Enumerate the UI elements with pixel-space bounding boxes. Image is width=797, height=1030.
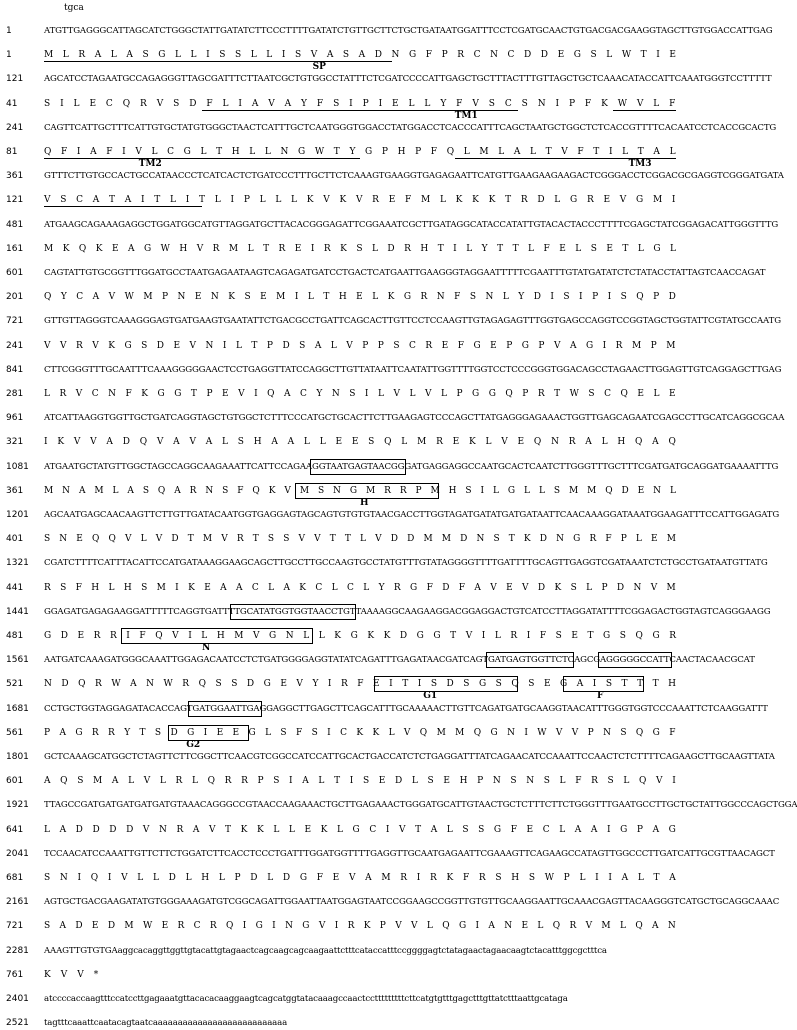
nucleotide-sequence: ATGAATGCTATGTTGGCTAGCCAGGCAAGAAATTCATTCCAGAAGGTAATGAGTAACGGGATGAGGAGGCCAATGCACTCAATCTTGGGTTTGCTTTCGATGATGCAGGATGAAAATTTG — [44, 461, 779, 472]
nucleotide-row — [0, 121, 777, 135]
protein-sequence: S I L E C Q R V S D F L I A V A Y F S I P I E L L Y F V S C S N I P F K W V L F — [44, 98, 676, 109]
row-number: 161 — [6, 243, 24, 254]
nucleotide-sequence: AGCATCCTAGAATGCCAGAGGGTTAGCGATTTCTTAATCGCTGTGGCCTATTTCTCGATCCCCATTGAGCTGCTTTACTTTGTTAGCTGCTCAAACATACCATTCAAATGGGTCCTTTTT — [44, 74, 772, 85]
row-number: 361 — [6, 485, 24, 496]
nucleotide-sequence: TCCAACATCCAAATTGTTCTTCTGGATCTTCACCTCCCTGATTTGGATGGTTTTGAGGTTGCAATGAGAATTCGAAAGTTCAGAAGCCATAGTTGGCCCTTGATCATTGCGTTAACAGCT — [44, 848, 775, 859]
nucleotide-sequence: GGAGATGAGAGAAGGATTTTTCAGGTGATTTTGCATATGGTGGTAACCTGTTAAAAGGCAAGAAGGACGGAGGACTGTCATCCTTAGGATATTTTCGGAGACTGGTAGTCAGGGAAGG — [44, 606, 771, 617]
row-number: 601 — [6, 268, 24, 278]
nucleotide-row — [0, 72, 772, 86]
protein-row — [0, 823, 682, 837]
nucleotide-row — [0, 508, 780, 522]
row-number: 441 — [6, 582, 24, 593]
protein-sequence: V S C A T A I T L I T L I P L L L K V K V R E F M L K K K T R D L G R E V G M I — [44, 195, 676, 206]
protein-row — [0, 919, 682, 933]
row-number: 2281 — [6, 945, 29, 956]
protein-sequence: K V V * — [44, 969, 99, 980]
n-box — [121, 628, 313, 644]
protein-sequence: S N E Q Q V L V D T M V R T S S V V T T L V D D M M D N S T K D N G R F P L E M — [44, 534, 676, 545]
protein-sequence: Q Y C A V W M P N E N K S E M I L T H E L K G R N F S N L Y D I S I P I S Q P D — [44, 292, 676, 303]
row-number: 1201 — [6, 510, 29, 520]
nucleotide-row — [0, 411, 785, 425]
row-number: 321 — [6, 437, 24, 448]
protein-row — [0, 193, 682, 207]
nucleotide-row — [0, 847, 775, 861]
protein-row — [0, 435, 682, 449]
row-number: 1321 — [6, 558, 29, 569]
row-number: 761 — [6, 969, 24, 980]
row-number: 281 — [6, 389, 24, 399]
protein-sequence: S N I Q I V L L D L H L P D L D G F E V A M R I R K F R S H S W P L I I A L T A — [44, 873, 676, 883]
protein-sequence: Q F I A F I V L C G L T H L L N G W T Y G P H P F Q L M L A L T V F T I L T A L — [44, 147, 676, 157]
protein-sequence: S A D E D M W E R C R Q I G I N G V I R K P V V L Q G I A N E L Q R V M L Q A N — [44, 921, 676, 932]
h-label: H — [360, 497, 369, 508]
protein-row — [0, 629, 682, 643]
nucleotide-sequence: CCTGCTGGTAGGAGATACACCAGTGATGGAATTGAGGAGGCTTGAGCTTCAGCATTTGCAAAAACTTGTTCAGATGATGCAAGGTAACATTTGGGTGGTCCCAAATTCTCAAGGATTT — [44, 703, 768, 714]
row-number: 841 — [6, 364, 24, 375]
row-number: 2401 — [6, 994, 29, 1004]
protein-sequence: N D Q R W A N W R Q S S D G E V Y I R F E I T I S D S G S Q S E G A I S T T T H — [44, 679, 676, 690]
row-number: 1 — [6, 50, 12, 61]
row-number: 1921 — [6, 800, 29, 811]
row-number: 2161 — [6, 897, 29, 908]
nucleotide-sequence: CAGTTCATTGCTTTCATTGTGCTATGTGGGCTAACTCATTTGCTCAATGGGTGGACCTATGGACCTCACCCATTTCAGCTAATGCTGGCTCTCACCGTTTTCACAATCCTCACCGCACTG — [44, 122, 777, 133]
protein-sequence: L A D D D D V N R A V T K K L L E K L G C I V T A L S S G F E C L A A I G P A G — [44, 824, 676, 835]
row-number: 2041 — [6, 848, 29, 859]
row-number: 41 — [6, 98, 18, 109]
nucleotide-row — [0, 653, 755, 667]
protein-row — [0, 581, 682, 595]
nucleotide-row — [0, 1016, 682, 1030]
row-number: 401 — [6, 534, 24, 545]
nucleotide-sequence: TTAGCCGATGATGATGATGATGTAAACAGGGCCGTAACCAAGAAACTGCTTGAGAAACTGGGATGCATTGTAACTGCTCTTTCTTCTGGGTTTGAATGCCTTGCTGCTATTGGCCCAGCTGGA — [44, 800, 797, 811]
row-number: 201 — [6, 292, 24, 303]
nucleotide-row — [0, 169, 784, 183]
nucleotide-sequence: AAAGTTGTGTGAaggcacaggttggttgtacattgtagaactcagcaagcagcaagaattctttcataccatttccggggagtctatagaactagaacaagtctacatttggcgctttca — [44, 945, 607, 956]
row-number: 481 — [6, 219, 24, 230]
row-number: 601 — [6, 776, 24, 787]
protein-sequence: M N A M L A S Q A R N S F Q K V M S N G M R R P M H S I L G L L S M M Q D E N L — [44, 485, 676, 496]
g2-label: G2 — [186, 739, 201, 750]
row-number: 1801 — [6, 752, 29, 762]
row-number: 681 — [6, 873, 24, 883]
nucleotide-sequence: AGCAATGAGCAACAAGTTCTTGTTGATACAATGGTGAGGAGTAGCAGTGTGTGTAACGACCTTGGTAGATGATATGATGATAATTCAACAAAGGATAAATGGAAGATTTCCATTGGAGATG — [44, 510, 780, 520]
protein-row — [0, 339, 682, 353]
tm1-label: TM1 — [454, 110, 478, 121]
nucleotide-row — [0, 702, 768, 716]
row-number: 81 — [6, 147, 18, 157]
row-number: 1681 — [6, 703, 29, 714]
nucleotide-row — [0, 266, 766, 280]
row-number: 241 — [6, 340, 24, 351]
nucleotide-sequence: ATCATTAAGGTGGTTGCTGATCAGGTAGCTGTGGCTCTTTCCCATGCTGCACTTCTTGAAGAGTCCCAGCTTATGAGGGAGAAACTGGTTGAGCAGAATCGAGCCTTGCATCAGGCGCAA — [44, 413, 785, 424]
nucleotide-row — [0, 363, 782, 377]
row-number: 641 — [6, 824, 24, 835]
nucleotide-row — [0, 556, 768, 570]
h-box — [295, 483, 439, 499]
nucleotide-row — [0, 895, 780, 909]
row-number: 121 — [6, 74, 24, 85]
g1-box — [374, 676, 518, 692]
row-number: 1081 — [6, 461, 29, 472]
nucleotide-row — [0, 944, 682, 958]
nucleotide-row — [0, 218, 779, 232]
nucleotide-sequence: CGATCTTTTCATTTACATTCCATGATAAAGGAAGCAGCTTGCCTTGCCAAGTGCCTATGTTTGTATAGGGGTTTTGATTTTGCAGTTGAGGTCGATAAATCTCTGCCTGATAATGTTATG — [44, 558, 768, 569]
g1-label: G1 — [423, 691, 438, 702]
nucleotide-sequence: GCTCAAAGCATGGCTCTAGTTCTTCGGCTTCAACGTCGGCCATCCATTGCACTGACCATCTCTGAGGATTTATCAGAACATCCAAATTCCAACTCTCTTTTCAGAAGCTTGCAAGTTATA — [44, 752, 775, 762]
f-box-dna — [598, 652, 672, 668]
tm1b-underline — [613, 110, 676, 111]
protein-row — [0, 871, 682, 885]
nucleotide-sequence: CTTCGGGTTTGCAATTTCAAAGGGGGAACTCCTGAGGTTATCCAGGCTTGTTATAATTCAATATTGGTTTTGGTCCTCCCGGGTGGACAGCCTAGAACTTGGAGTTGTCAGGAGCTTGAG — [44, 364, 782, 375]
protein-sequence: V V R V K G S D E V N I L T P D S A L V P P S C R E F G E P G P V A G I R M P M — [44, 340, 676, 351]
protein-row — [0, 97, 682, 111]
protein-row — [0, 532, 682, 546]
row-number: 1 — [6, 26, 12, 36]
nucleotide-sequence: GTTGTTAGGGTCAAAGGGAGTGATGAAGTGAATATTCTGACGCCTGATTCAGCACTTGTTCCTCCAAGTTGTAGAGAGTTTGGTGAGCCAGGTCCGGTAGCTGGTATTCGTATGCCAATG — [44, 316, 781, 327]
nucleotide-sequence: CAGTATTGTGCGGTTTGGATGCCTAATGAGAATAAGTCAGAGATGATCCTGACTCATGAATTGAAGGGTAGGAATTTTTCGAATTTGTATGATATCTCTATACCTATTAGTCAACCAGAT — [44, 268, 766, 278]
protein-row — [0, 726, 682, 740]
row-number: 721 — [6, 921, 24, 932]
nucleotide-sequence: GTTTCTTGTGCCACTGCCATAACCCTCATCACTCTGATCCCTTTGCTTCTCAAAGTGAAGGTGAGAGAATTCATGTTGAAGAAGAAGACTCGGGACCTCGGACGCGAGGTCGGGATGATA — [44, 171, 784, 182]
f-label: F — [597, 691, 604, 702]
nucleotide-sequence: ATGTTGAGGGCATTAGCATCTGGGCTATTGATATCTTCCCTTTTGATATCTGTTGCTTCTGCTGATAATGGATTTCCTCGATGCAACTGTGACGACGAAGGTAGCTTGTGGACCATTGAG — [44, 26, 773, 36]
protein-row — [0, 774, 682, 788]
h-box-dna — [310, 459, 406, 475]
protein-sequence: L R V C N F K G G T P E V I Q A C Y N S I L V L V L P G G Q P R T W S C Q E L E — [44, 389, 676, 399]
protein-sequence: M K Q K E A G W H V R M L T R E I R K S L D R H T I L Y T T L F E L S E T L G L — [44, 243, 676, 254]
nucleotide-row — [0, 314, 781, 328]
row-number: 561 — [6, 727, 24, 738]
nucleotide-row — [0, 798, 797, 812]
nucleotide-sequence: AGTGCTGACGAAGATATGTGGGAAAGATGTCGGCAGATTGGAATTAATGGAGTAATCCGGAAGCCGGTTGTGTTGCAAGGAATTGCAAACGAGTTACAAGGGTCATGCTGCAGGCAAAC — [44, 897, 780, 908]
row-number: 521 — [6, 679, 24, 690]
row-number: 961 — [6, 413, 24, 424]
tm2-underline — [44, 158, 360, 159]
header-text: tgca — [64, 3, 84, 13]
protein-sequence: A Q S M A L V L R L Q R R P S I A L T I S E D L S E H P N S N S L F R S L Q V I — [44, 776, 676, 787]
protein-row — [0, 145, 682, 159]
protein-sequence: R S F H L H S M I K E A A C L A K C L C L Y R G F D F A V E V D K S L P D N V M — [44, 582, 676, 593]
row-number: 2521 — [6, 1018, 29, 1029]
signal-peptide-underline — [44, 61, 392, 62]
row-number: 361 — [6, 171, 24, 182]
protein-sequence: I K V V A D Q V A V A L S H A A L L E E S Q L M R E K L V E Q N R A L H Q A Q — [44, 437, 676, 448]
protein-sequence: M L R A L A S G L L I S S L L I S V A S A D N G F P R C N C D D E G S L W T I E — [44, 50, 676, 61]
nucleotide-row — [0, 992, 682, 1006]
row-number: 1441 — [6, 606, 29, 617]
protein-row — [0, 290, 682, 304]
g2-box — [168, 725, 249, 741]
nucleotide-sequence: tagtttcaaattcaatacagtaatcaaaaaaaaaaaaaaaaaaaaaaaaaaa — [44, 1018, 288, 1029]
protein-sequence: P A G R R Y T S D G I E E G L S F S I C K K L V Q M M Q G N I W V V P N S Q G F — [44, 727, 676, 738]
signal-peptide-label: SP — [312, 62, 326, 73]
tm3-continued-underline — [44, 206, 202, 207]
row-number: 1561 — [6, 655, 29, 666]
nucleotide-row — [0, 750, 775, 764]
nucleotide-sequence: AATGATCAAAGATGGGCAAATTGGAGACAATCCTCTGATGGGGAGGTATATCAGATTTGAGATAACGATCAGTGATGAGTGGTTCTCAGCGAGGGGGCCATTCAACTACAACGCAT — [44, 655, 755, 666]
protein-row — [0, 242, 682, 256]
f-box — [563, 676, 644, 692]
row-number: 241 — [6, 122, 24, 133]
nucleotide-sequence: atccccaccaagtttccatccttgagaaatgttacacacaaggaagtcagcatggtatacaaagccaactcctttttttttcttcatgtgtttgagctttgttatctttaattgcataga — [44, 994, 568, 1004]
nucleotide-row — [0, 24, 773, 38]
g1-box-dna — [486, 652, 574, 668]
n-label: N — [202, 643, 211, 653]
tm2-label: TM2 — [138, 159, 162, 169]
g2-box-dna — [188, 701, 262, 717]
row-number: 721 — [6, 316, 24, 327]
row-number: 481 — [6, 631, 24, 641]
protein-row — [0, 48, 682, 62]
protein-row — [0, 387, 682, 401]
protein-row — [0, 968, 682, 982]
nucleotide-sequence: ATGAAGCAGAAAGAGGCTGGATGGCATGTTAGGATGCTTACACGGGAGATTCGGAAATCGCTTGATAGGCATACCATATTGTACACTACCCTTTTCGAGCTATCGGAGACATTGGGTTTG — [44, 219, 779, 230]
tm3-label: TM3 — [628, 159, 652, 169]
protein-sequence: G D E R R I F Q V I L H M V G N L L K G K K D G G T V I L R I F S E T G S Q G R — [44, 631, 676, 641]
n-box-dna — [230, 604, 356, 620]
row-number: 121 — [6, 195, 24, 206]
